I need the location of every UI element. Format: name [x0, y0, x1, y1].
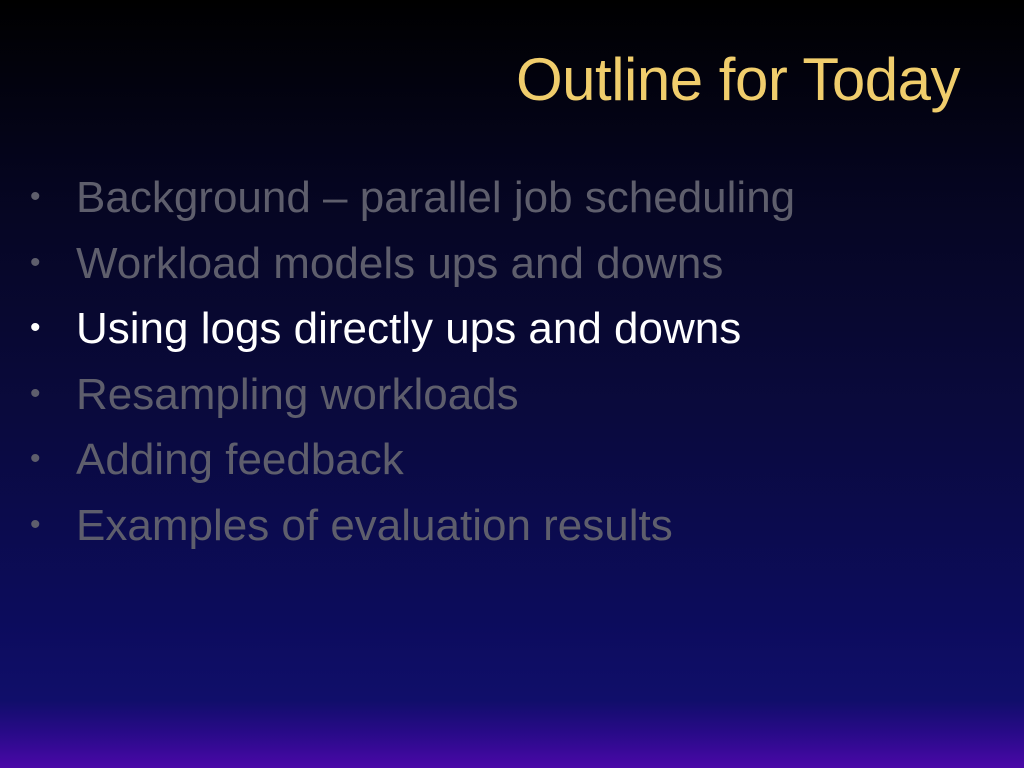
bullet-label: Examples of evaluation results	[76, 500, 673, 550]
bullet-dot-icon: •	[30, 376, 41, 410]
bullet-item-workload-models	[30, 231, 795, 297]
bullet-label: Adding feedback	[76, 435, 404, 484]
bullet-dot-icon: •	[30, 180, 41, 213]
bullet-item-background	[30, 165, 795, 231]
bullet-item-examples	[30, 493, 795, 559]
bullet-item-feedback	[30, 427, 795, 493]
bullet-item-using-logs	[30, 296, 795, 362]
bullet-label: Resampling workloads	[76, 369, 519, 419]
slide-title: Outline for Today	[516, 46, 960, 113]
bullet-label: Background – parallel job scheduling	[76, 173, 796, 222]
bullet-list	[30, 165, 795, 558]
bullet-dot-icon: •	[30, 311, 41, 344]
bullet-label: Using logs directly ups and downs	[76, 304, 742, 353]
bullet-dot-icon: •	[30, 507, 41, 541]
bullet-item-resampling	[30, 362, 795, 428]
bullet-dot-icon: •	[30, 442, 41, 475]
bullet-label: Workload models ups and downs	[76, 238, 724, 288]
bullet-dot-icon: •	[30, 245, 41, 279]
